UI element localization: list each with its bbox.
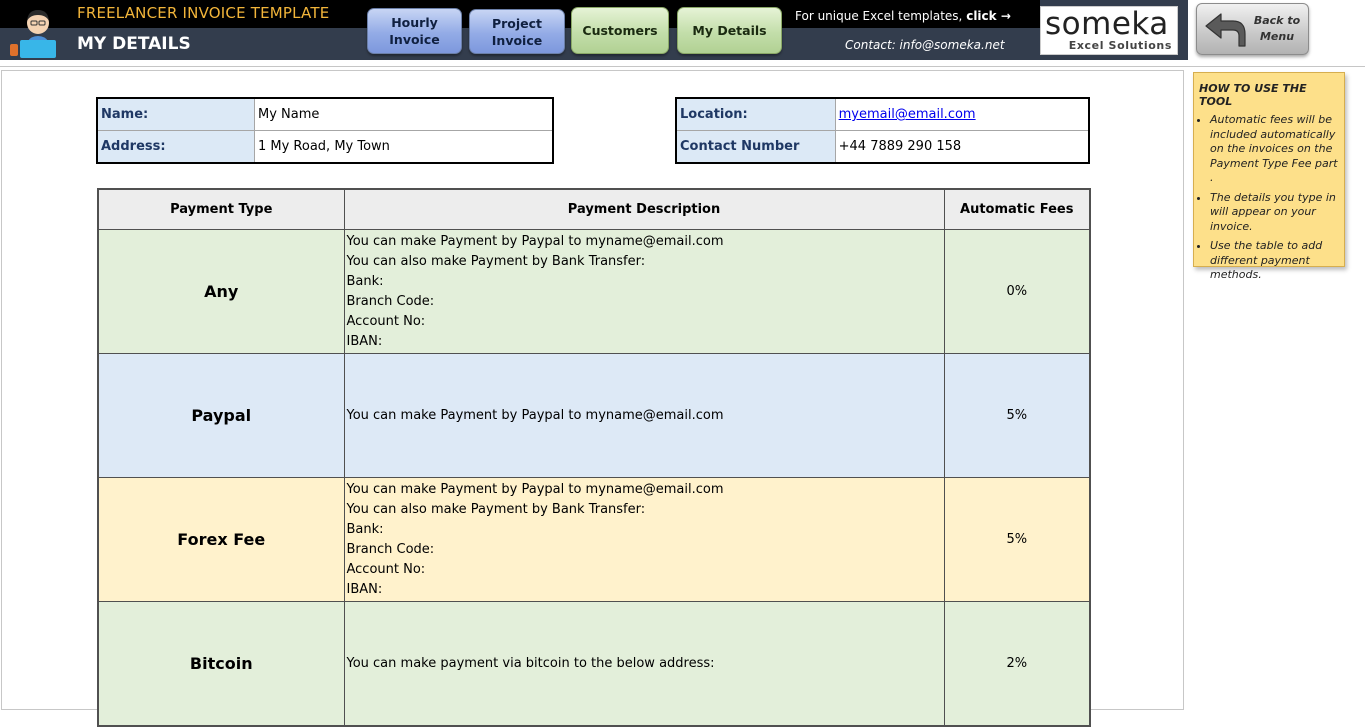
description-line: Branch Code:	[346, 541, 435, 557]
how-to-use-note	[1193, 72, 1345, 281]
payment-description-cell[interactable]	[344, 230, 944, 354]
name-row	[97, 98, 553, 131]
description-line: IBAN:	[346, 581, 383, 597]
description-line: You can make Payment by Paypal to myname@email.com	[346, 233, 724, 249]
automatic-fee-cell[interactable]: 2%	[944, 602, 1090, 727]
my-details-button[interactable]: My Details	[677, 7, 782, 54]
note-item: • The details you type in will appear on your invoice.	[1210, 191, 1340, 235]
table-row	[98, 354, 1090, 478]
note-list	[1199, 113, 1340, 283]
address-value[interactable]: 1 My Road, My Town	[254, 131, 553, 164]
payment-table-header	[98, 189, 1090, 230]
contact-number-label: Contact Number	[676, 131, 835, 164]
someka-logo[interactable]	[1040, 6, 1178, 55]
promo-text	[795, 9, 1011, 23]
automatic-fee-cell[interactable]: 5%	[944, 354, 1090, 478]
table-row	[98, 602, 1090, 727]
description-line: Account No:	[346, 561, 426, 577]
payment-type-cell[interactable]: Paypal	[98, 354, 344, 478]
location-row	[676, 98, 1089, 131]
back-arrow-icon	[1203, 8, 1247, 50]
description-line: Branch Code:	[346, 293, 435, 309]
name-value[interactable]: My Name	[254, 98, 553, 131]
note-title: HOW TO USE THE TOOL	[1199, 82, 1307, 108]
description-line: You can make payment via bitcoin to the below address:	[346, 655, 715, 671]
automatic-fee-cell[interactable]: 5%	[944, 478, 1090, 602]
header-divider	[0, 66, 1365, 67]
header-bar	[0, 0, 1188, 60]
table-row	[98, 478, 1090, 602]
location-label: Location:	[676, 98, 835, 131]
payment-description-cell[interactable]	[344, 602, 944, 727]
back-to-menu-label: Back to Menu	[1253, 14, 1301, 43]
description-line: You can also make Payment by Bank Transfer:	[346, 501, 646, 517]
payment-type-header: Payment Type	[98, 189, 344, 230]
name-label: Name:	[97, 98, 254, 131]
promo-label: For unique Excel templates,	[795, 9, 963, 23]
description-line: Account No:	[346, 313, 426, 329]
note-item: • Automatic fees will be included automatically on the invoices on the Payment Type Fee part .	[1210, 113, 1340, 186]
contact-details-table	[675, 97, 1090, 164]
description-line: You can make Payment by Paypal to myname@email.com	[346, 481, 724, 497]
contact-number-row	[676, 131, 1089, 164]
payment-description-cell[interactable]	[344, 354, 944, 478]
logo-tagline: Excel Solutions	[1068, 39, 1172, 52]
table-row	[98, 230, 1090, 354]
promo-link[interactable]: click →	[966, 9, 1011, 23]
back-to-menu-button[interactable]	[1196, 3, 1309, 55]
payment-type-cell[interactable]: Bitcoin	[98, 602, 344, 727]
note-item: • Use the table to add different payment methods.	[1210, 239, 1340, 283]
payment-type-cell[interactable]: Forex Fee	[98, 478, 344, 602]
automatic-fees-header: Automatic Fees	[944, 189, 1090, 230]
payment-description-cell[interactable]	[344, 478, 944, 602]
customers-button[interactable]: Customers	[571, 7, 669, 54]
contact-number-value[interactable]: +44 7889 290 158	[835, 131, 1089, 164]
location-value[interactable]: myemail@email.com	[835, 98, 1089, 131]
freelancer-avatar-icon	[8, 4, 68, 58]
payment-type-cell[interactable]: Any	[98, 230, 344, 354]
address-row	[97, 131, 553, 164]
personal-details-table	[96, 97, 554, 164]
payment-methods-table	[97, 188, 1091, 727]
hourly-invoice-button[interactable]: Hourly Invoice	[367, 8, 462, 54]
description-line: Bank:	[346, 521, 384, 537]
app-title: FREELANCER INVOICE TEMPLATE	[77, 4, 330, 22]
address-label: Address:	[97, 131, 254, 164]
project-invoice-button[interactable]: Project Invoice	[469, 9, 565, 54]
contact-email: Contact: info@someka.net	[845, 38, 1005, 52]
description-line: Bank:	[346, 273, 384, 289]
page-title: MY DETAILS	[77, 34, 191, 54]
description-line: You can make Payment by Paypal to myname@email.com	[346, 407, 724, 423]
payment-description-header: Payment Description	[344, 189, 944, 230]
description-line: IBAN:	[346, 333, 383, 349]
logo-name: someka	[1045, 6, 1169, 42]
description-line: You can also make Payment by Bank Transfer:	[346, 253, 646, 269]
automatic-fee-cell[interactable]: 0%	[944, 230, 1090, 354]
